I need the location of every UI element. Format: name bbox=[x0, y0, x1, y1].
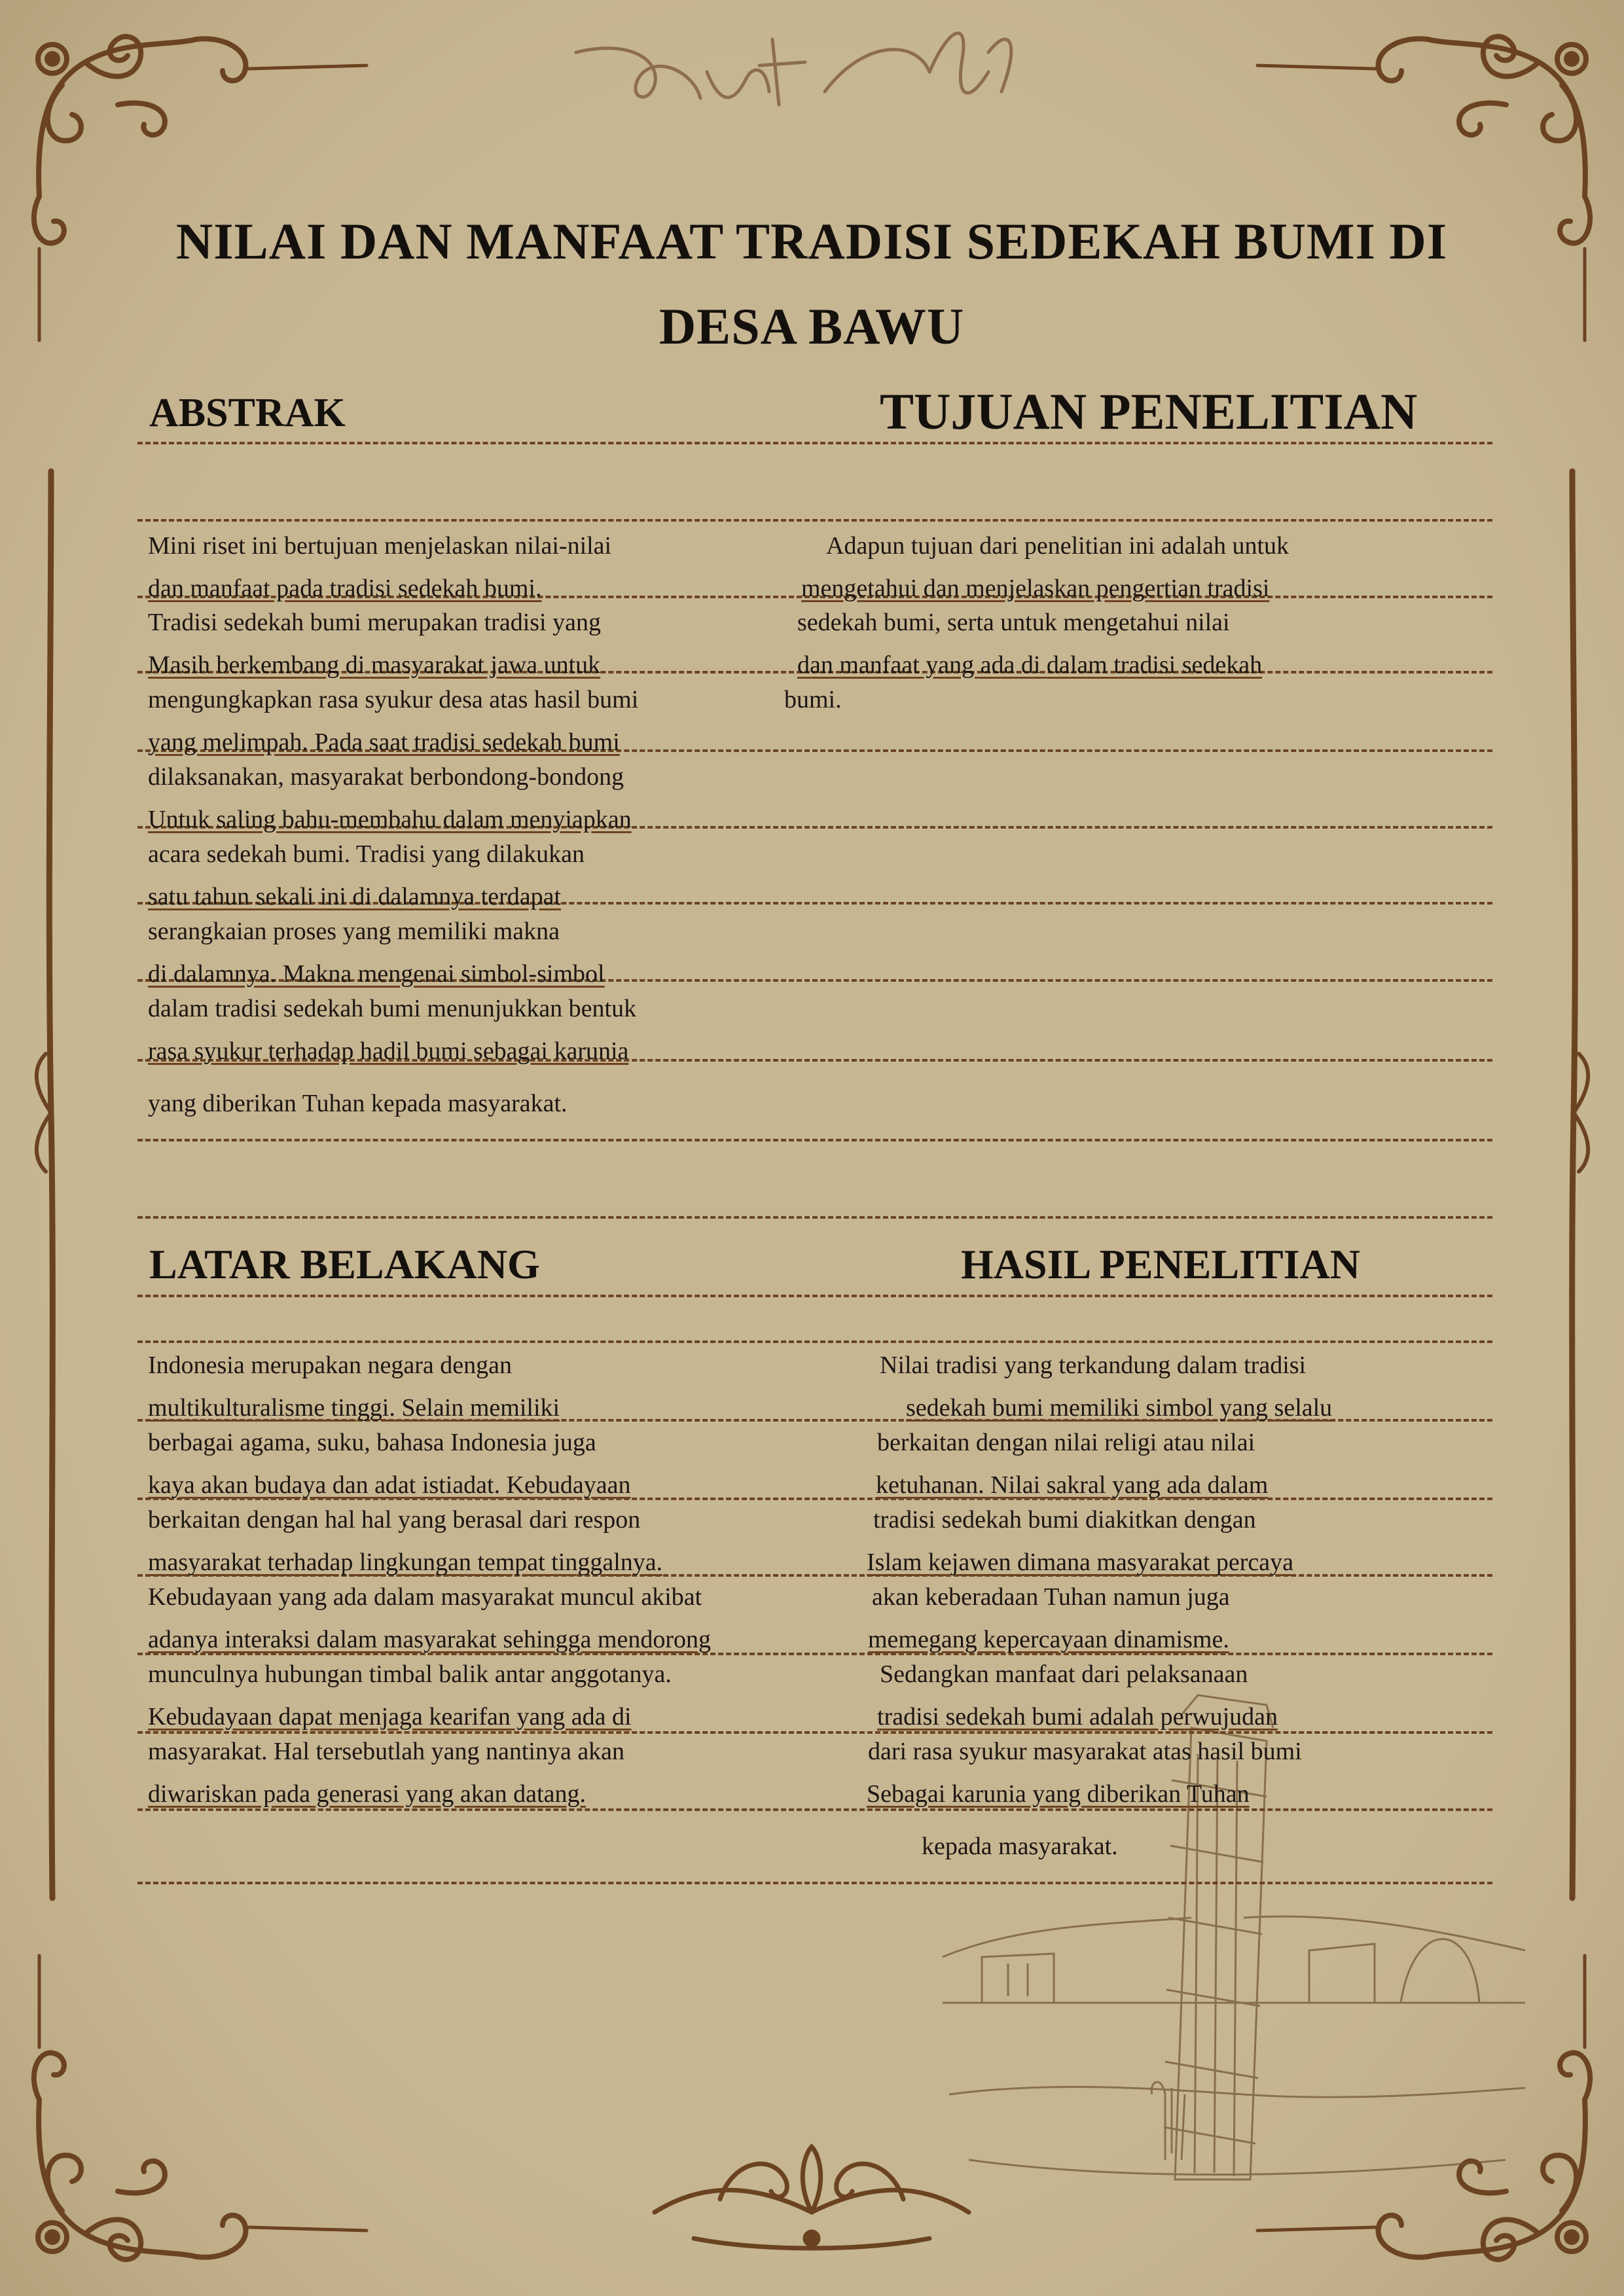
hasil-line: Sedangkan manfaat dari pelaksanaan bbox=[880, 1660, 1248, 1688]
latar-line: Indonesia merupakan negara dengan bbox=[148, 1352, 513, 1379]
tujuan-line: Adapun tujuan dari penelitian ini adalah untuk bbox=[826, 532, 1290, 560]
abstrak-line: Masih berkembang di masyarakat jawa untuk bbox=[148, 651, 601, 679]
latar-line: berbagai agama, suku, bahasa Indonesia juga bbox=[148, 1429, 596, 1456]
abstrak-line: satu tahun sekali ini di dalamnya terdapat bbox=[148, 883, 562, 910]
hasil-line: berkaitan dengan nilai religi atau nilai bbox=[877, 1429, 1255, 1456]
abstrak-line: Tradisi sedekah bumi merupakan tradisi yang bbox=[148, 609, 601, 636]
heading-tujuan-penelitian: TUJUAN PENELITIAN bbox=[880, 383, 1418, 440]
dashed-rule bbox=[137, 519, 1492, 522]
abstrak-line: dalam tradisi sedekah bumi menunjukkan bentuk bbox=[148, 995, 637, 1022]
latar-line: munculnya hubungan timbal balik antar anggotanya. bbox=[148, 1660, 672, 1688]
latar-line: kaya akan budaya dan adat istiadat. Kebudayaan bbox=[148, 1471, 631, 1499]
hasil-line: memegang kepercayaan dinamisme. bbox=[868, 1626, 1229, 1653]
hasil-line: tradisi sedekah bumi diakitkan dengan bbox=[873, 1506, 1256, 1534]
hasil-line: Sebagai karunia yang diberikan Tuhan bbox=[867, 1780, 1250, 1808]
abstrak-line: yang melimpah. Pada saat tradisi sedekah bumi bbox=[148, 728, 620, 756]
heading-abstrak: ABSTRAK bbox=[149, 391, 346, 435]
hasil-line: akan keberadaan Tuhan namun juga bbox=[872, 1583, 1230, 1611]
dashed-rule bbox=[137, 1731, 1492, 1734]
abstrak-line: rasa syukur terhadap hadil bumi sebagai karunia bbox=[148, 1037, 629, 1065]
abstrak-line: acara sedekah bumi. Tradisi yang dilakukan bbox=[148, 840, 585, 868]
latar-line: Kebudayaan dapat menjaga kearifan yang ada di bbox=[148, 1703, 632, 1731]
latar-line: adanya interaksi dalam masyarakat sehingga mendorong bbox=[148, 1626, 711, 1653]
latar-line: diwariskan pada generasi yang akan datang. bbox=[148, 1780, 586, 1808]
hasil-line: Nilai tradisi yang terkandung dalam tradisi bbox=[880, 1352, 1307, 1379]
tujuan-line: sedekah bumi, serta untuk mengetahui nilai bbox=[797, 609, 1230, 636]
dashed-rule bbox=[137, 442, 1492, 444]
abstrak-line: mengungkapkan rasa syukur desa atas hasil bumi bbox=[148, 686, 639, 713]
latar-line: berkaitan dengan hal hal yang berasal dari respon bbox=[148, 1506, 641, 1534]
latar-line: masyarakat. Hal tersebutlah yang nantinya akan bbox=[148, 1738, 625, 1765]
heading-latar-belakang: LATAR BELAKANG bbox=[149, 1241, 540, 1287]
hasil-line: sedekah bumi memiliki simbol yang selalu bbox=[906, 1394, 1333, 1422]
abstrak-line: di dalamnya. Makna mengenai simbol-simbol bbox=[148, 960, 605, 988]
dashed-rule bbox=[137, 1808, 1492, 1811]
abstrak-line: serangkaian proses yang memiliki makna bbox=[148, 918, 560, 945]
heading-hasil-penelitian: HASIL PENELITIAN bbox=[961, 1241, 1360, 1287]
hasil-line: Islam kejawen dimana masyarakat percaya bbox=[867, 1549, 1294, 1576]
abstrak-line: Untuk saling bahu-membahu dalam menyiapkan bbox=[148, 806, 632, 833]
dashed-rule bbox=[137, 1295, 1492, 1297]
hasil-line: tradisi sedekah bumi adalah perwujudan bbox=[877, 1703, 1278, 1731]
hasil-line: dari rasa syukur masyarakat atas hasil bumi bbox=[868, 1738, 1302, 1765]
tujuan-line: dan manfaat yang ada di dalam tradisi sedekah bbox=[797, 651, 1263, 679]
tujuan-line: mengetahui dan menjelaskan pengertian tradisi bbox=[801, 575, 1270, 602]
hasil-line: kepada masyarakat. bbox=[922, 1833, 1118, 1860]
abstrak-line: dilaksanakan, masyarakat berbondong-bondong bbox=[148, 763, 624, 791]
dashed-rule bbox=[137, 1340, 1492, 1343]
dashed-rule bbox=[137, 1882, 1492, 1884]
abstrak-line: Mini riset ini bertujuan menjelaskan nilai-nilai bbox=[148, 532, 612, 560]
abstrak-line: dan manfaat pada tradisi sedekah bumi. bbox=[148, 575, 542, 602]
hasil-line: ketuhanan. Nilai sakral yang ada dalam bbox=[876, 1471, 1269, 1499]
tujuan-line: bumi. bbox=[784, 686, 842, 713]
document-title: NILAI DAN MANFAAT TRADISI SEDEKAH BUMI DI bbox=[175, 213, 1448, 270]
latar-line: masyarakat terhadap lingkungan tempat tinggalnya. bbox=[148, 1549, 663, 1576]
dashed-rule bbox=[137, 1216, 1492, 1219]
abstrak-line: yang diberikan Tuhan kepada masyarakat. bbox=[148, 1090, 568, 1117]
latar-line: multikulturalisme tinggi. Selain memiliki bbox=[148, 1394, 560, 1422]
document-title-line2: DESA BAWU bbox=[659, 298, 965, 355]
latar-line: Kebudayaan yang ada dalam masyarakat muncul akibat bbox=[148, 1583, 702, 1611]
dashed-rule bbox=[137, 1139, 1492, 1141]
